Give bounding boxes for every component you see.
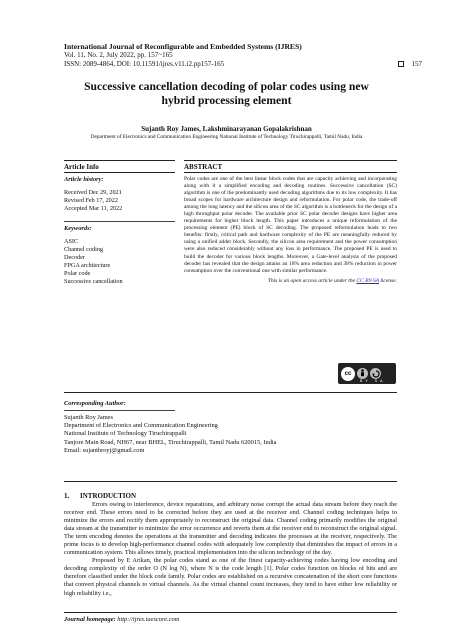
paper-affiliation: Department of Electronics and Communication Engineering National Institute of Technology Tiruchirappalli, Tamil Nadu, India (90, 134, 363, 140)
history-received: Received Dec 29, 2021 (64, 189, 122, 196)
keyword-item: ASIC (64, 238, 79, 245)
info-bottom-divider (64, 392, 397, 393)
footer-url[interactable]: http://ijres.iaescore.com (117, 616, 180, 623)
keywords-list (64, 238, 175, 286)
square-icon (398, 61, 404, 67)
article-info-heading: Article Info (64, 160, 175, 173)
journal-volume: Vol. 11, No. 2, July 2022, pp. 157~165 (64, 51, 173, 59)
paper-title-line1: Successive cancellation decoding of polar codes using new (84, 80, 369, 93)
keyword-item: Polar code (64, 270, 91, 277)
introduction-heading (64, 492, 397, 500)
keyword-item: Decoder (64, 254, 85, 261)
paper-title (40, 80, 413, 108)
share-alike-icon (370, 368, 381, 379)
open-access-suffix: license. (378, 277, 397, 284)
corresponding-department: Department of Electronics and Communication Engineering (64, 422, 218, 430)
paper-authors: Sujanth Roy James, Lakshminarayanan Gopalakrishnan (141, 125, 312, 133)
open-access-note (184, 278, 397, 284)
corresponding-author (64, 400, 397, 455)
keywords-label: Keywords: (64, 225, 92, 232)
section-number: 1. (64, 492, 70, 500)
keyword-item: FPGA architecture (64, 262, 111, 269)
journal-issn-row (64, 59, 422, 69)
paper-title-line2: hybrid processing element (161, 94, 292, 107)
article-info (64, 160, 175, 286)
corresponding-email: Email: sujanthroyj@gmail.com (64, 446, 145, 454)
keyword-item: Channel coding (64, 246, 104, 253)
introduction-section (64, 492, 397, 598)
journal-header (64, 42, 422, 68)
history-accepted: Accepted Mar 11, 2022 (64, 205, 123, 212)
license-link[interactable]: CC BY-SA (356, 277, 379, 284)
footer-divider (64, 612, 397, 613)
page-number-box (398, 60, 423, 69)
abstract (184, 160, 397, 284)
open-access-prefix: This is an open access article under the (267, 277, 357, 284)
page-number: 157 (411, 59, 422, 68)
corresponding-institute: National Institute of Technology Tiruchirappalli (64, 430, 187, 438)
info-divider (64, 221, 175, 222)
journal-name: International Journal of Reconfigurable and Embedded Systems (IJRES) (64, 42, 302, 51)
footer-label: Journal homepage (64, 616, 114, 623)
footer: Journal homepage: http://ijres.iaescore.com (64, 616, 180, 623)
corresponding-divider (64, 410, 175, 411)
article-history (64, 189, 175, 213)
corresponding-heading: Corresponding Author: (64, 400, 126, 407)
intro-paragraph: Proposed by E Arikan, the polar codes stand as one of the finest capacity-achieving codes having low encoding and decoding complexity of the order O (N log N), where N is the code length [1]. Polar codes function on blocks of bits and are therefore classified under the block code family. Polar codes are established on a recursive concatenation of the short core functions that convert physical channels to virtual channels. As the virtual channel count increases, they tend to have either low reliability or high reliability i.e., (64, 557, 397, 597)
article-history-label: Article history: (64, 176, 104, 183)
section-title: INTRODUCTION (80, 492, 137, 500)
intro-paragraph: Errors owing to interference, device reparations, and arbitrary noise corrupt the actual data stream before they reach the receiver end. These errors need to be corrected before they are used at the receiver end. Channel coding techniques helps to minimize the errors and rectify them appropriately to reconstruct the original data. Channel coding primarily modifies the original data stream at the transmitter to minimize the error occurrence and reverts them at the receiver end to reconstruct the original signal. The term encoding denotes the operations at the transmitter and decoding indicates the processes at the receiver, respectively. The prime focus is to develop high-performance channel codes with adequately low complexity that diminishes the impact of errors in a communication system. This allows timely, practical implementation into the silicon technology of the day. (64, 501, 397, 557)
corresponding-name: Sujanth Roy James (64, 414, 113, 421)
cc-license-badge[interactable] (338, 363, 396, 384)
corresponding-address: Tanjore Main Road, NH67, near BHEL, Tiruchirappalli, Tamil Nadu 620015, India (64, 438, 277, 446)
journal-issn: ISSN: 2089-4864, DOI: 10.11591/ijres.v11.i2.pp157-165 (64, 59, 225, 68)
abstract-text: Polar codes are one of the best linear block codes that are capacity achieving and incorporating along with it a simplified encoding and decoding routines. Successive cancellation (SC) algorithm is one of the predominantly used decoding algorithms due to its low complexity. It has broad scopes for hardware architecture design and reformulation. For polar code, the trade-off among the long latency and the silicon area of the SC algorithm is a bottleneck for the design of a high throughput polar decoder. The available prior SC polar decoder designs have higher area requirements for higher block length. This paper introduces a unique reformulation of the processing element (PE) block of SC decoding. The proposed reformulation leads to two benefits: firstly, critical path and hardware complexity of the PE are meaningfully reduced by using a unified adder block. Secondly, the silicon area requirement and the power consumption were also reduced considerably without any loss in performance. The proposed PE is used to build the decoder for various block lengths. Moreover, a Gate-level analysis of the proposed decoder has revealed that the design attains an 18% area reduction and 38% reduction in power consumption over the conventional one with similar performance. (184, 176, 397, 274)
corresponding-bottom-divider (64, 481, 397, 482)
attribution-icon (357, 368, 368, 379)
abstract-heading: ABSTRACT (184, 160, 397, 173)
cc-badge-labels: BY SA (360, 379, 386, 383)
keyword-item: Successive cancellation (64, 278, 123, 285)
creative-commons-icon: cc (341, 367, 355, 381)
history-revised: Revised Feb 17, 2022 (64, 197, 118, 204)
